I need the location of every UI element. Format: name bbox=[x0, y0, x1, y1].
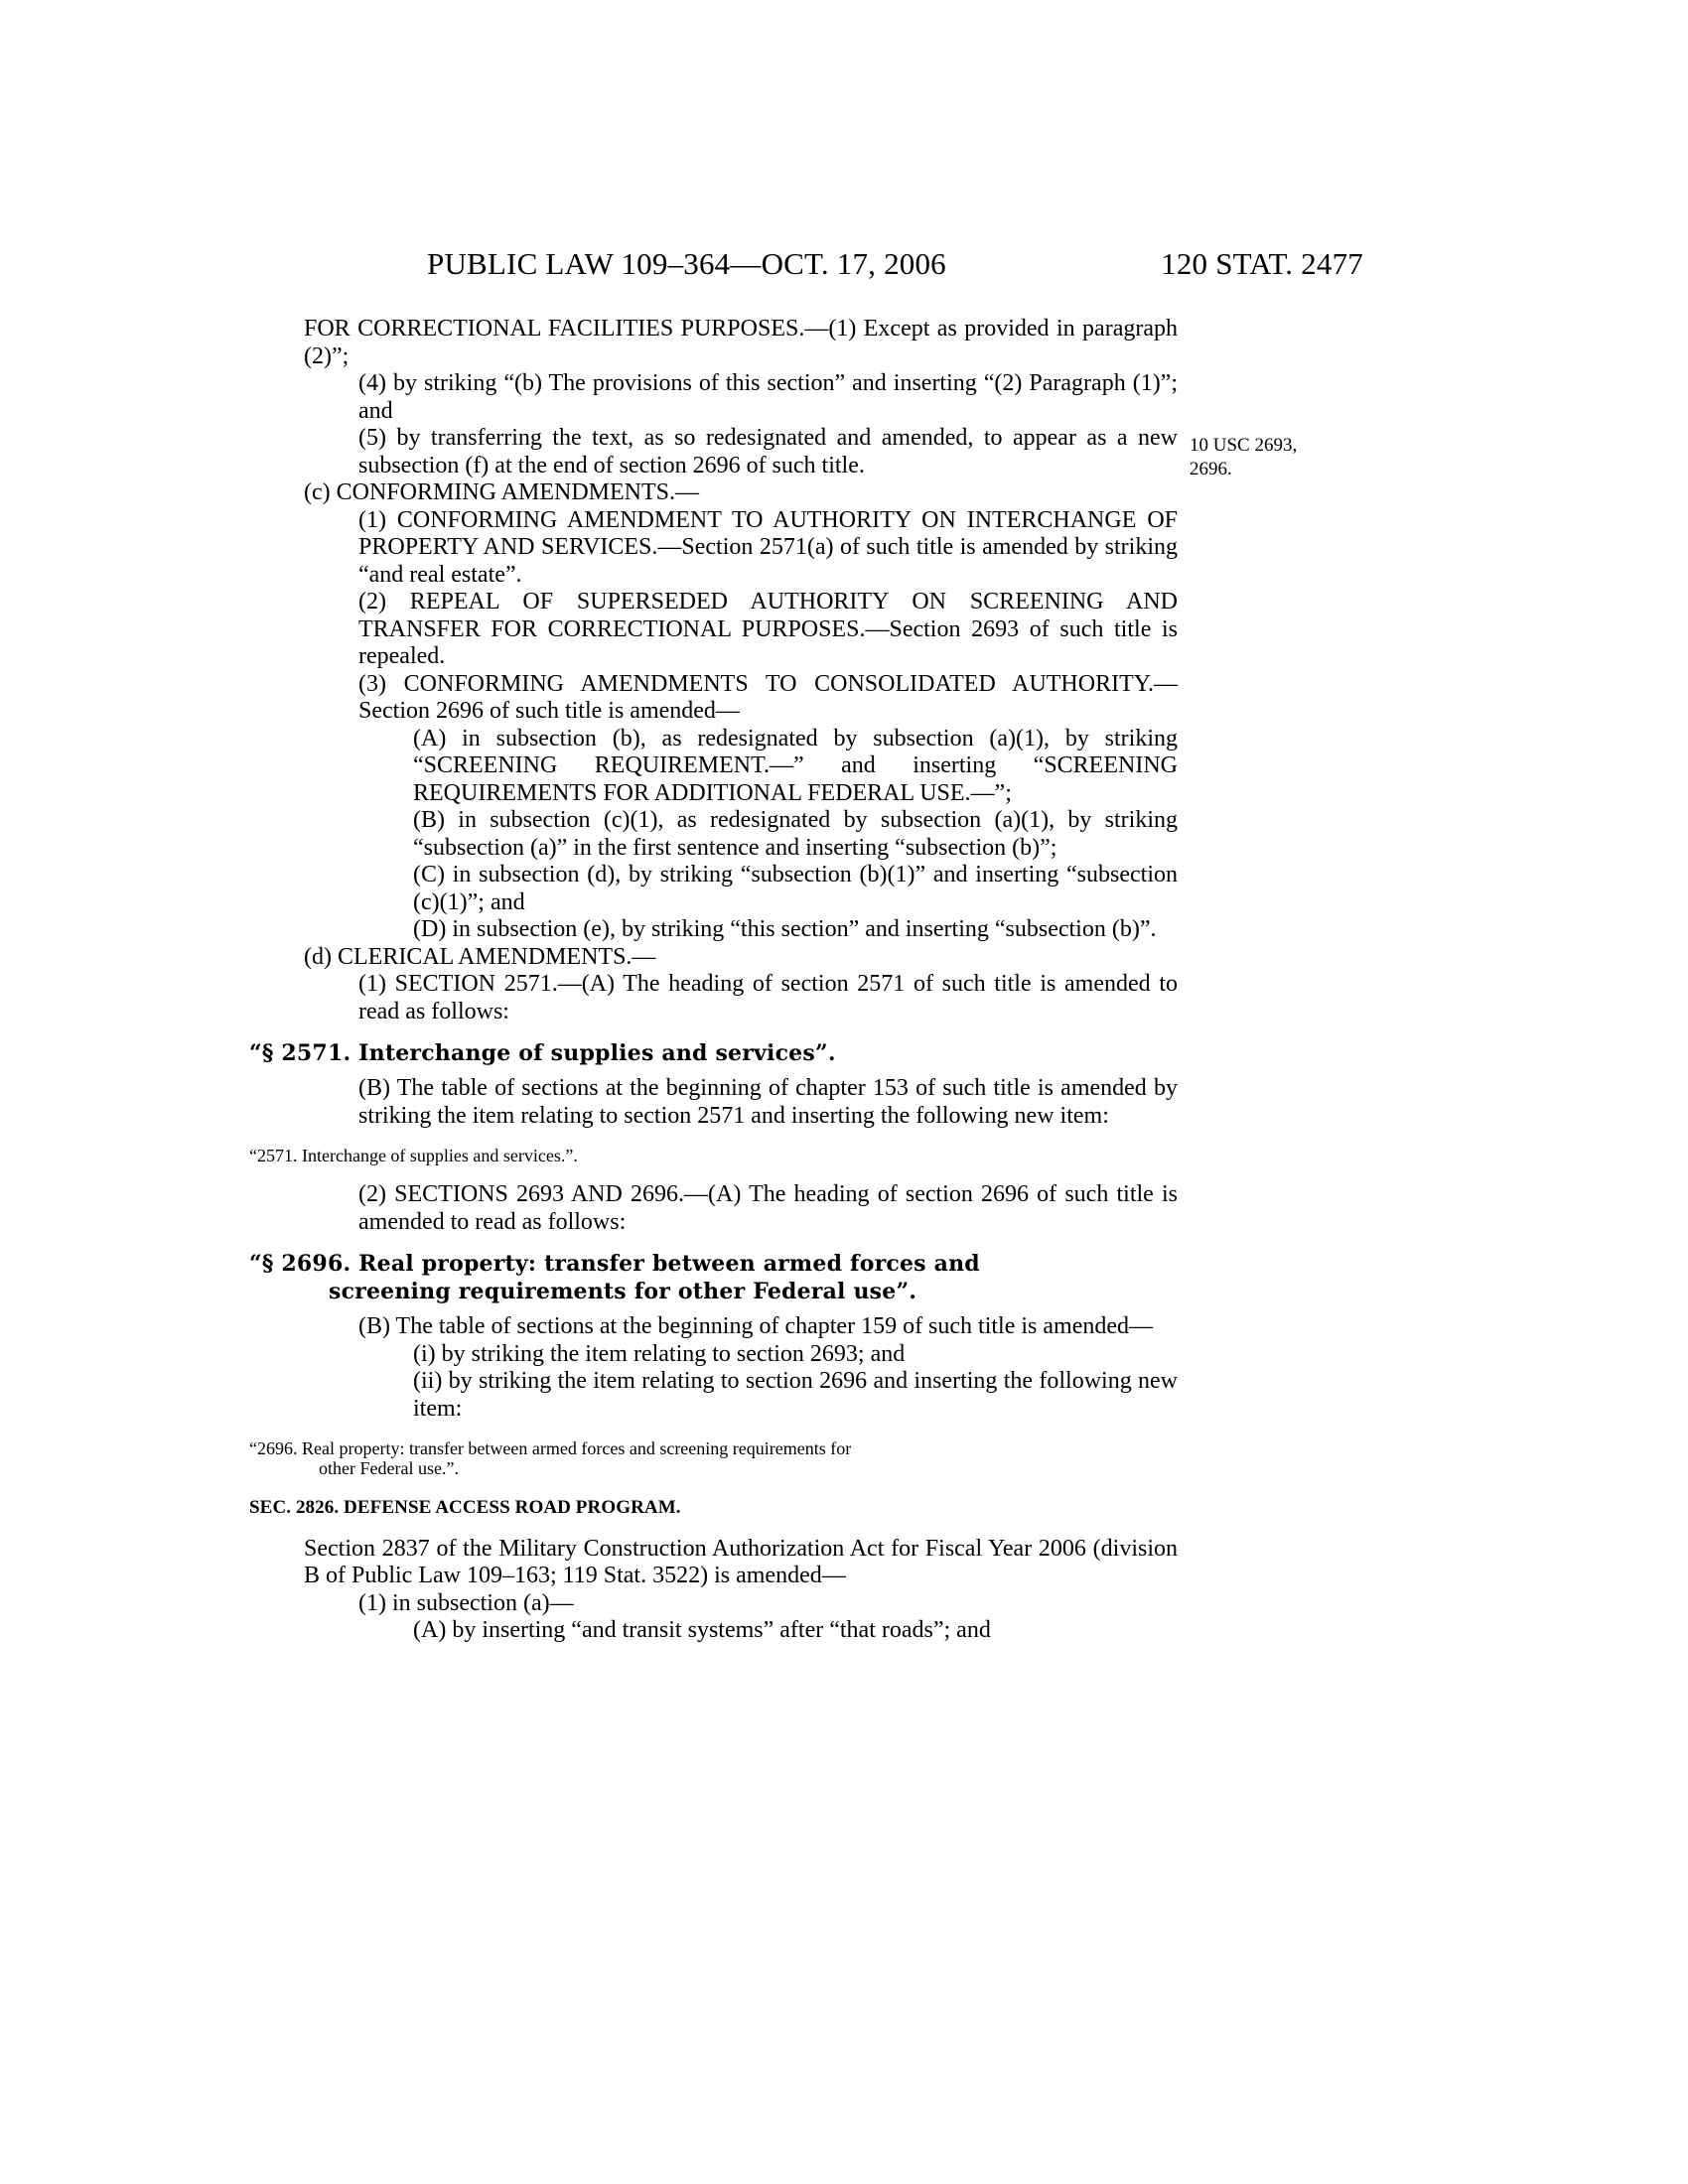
section-title-2826: SEC. 2826. DEFENSE ACCESS ROAD PROGRAM. bbox=[249, 1497, 681, 1518]
header-stat-page: 120 STAT. 2477 bbox=[1161, 246, 1363, 281]
section-heading-2696 bbox=[249, 1250, 1178, 1305]
paragraph: (1) CONFORMING AMENDMENT TO AUTHORITY ON INTERCHANGE OF PROPERTY AND SERVICES.—Section 2571(a) of such title is amended by striking “and real estate”. bbox=[358, 506, 1178, 588]
paragraph: (B) The table of sections at the beginning of chapter 153 of such title is amended by striking the item relating to section 2571 and inserting the following new item: bbox=[358, 1075, 1178, 1129]
paragraph: (B) The table of sections at the beginning of chapter 159 of such title is amended— bbox=[358, 1313, 1154, 1339]
paragraph: (C) in subsection (d), by striking “subsection (b)(1)” and inserting “subsection (c)(1)”; and bbox=[413, 862, 1178, 915]
page-header bbox=[427, 246, 1363, 286]
paragraph: (B) in subsection (c)(1), as redesignated by subsection (a)(1), by striking “subsection (a)” in the first sentence and inserting “subsection (b)”; bbox=[413, 807, 1178, 861]
margin-note bbox=[1190, 434, 1358, 481]
paragraph: FOR CORRECTIONAL FACILITIES PURPOSES.—(1) Except as provided in paragraph (2)”; bbox=[304, 316, 1178, 369]
table-item-2696-line-2: other Federal use.”. bbox=[319, 1458, 459, 1478]
header-title: PUBLIC LAW 109–364—OCT. 17, 2006 bbox=[427, 246, 946, 281]
paragraph: (ii) by striking the item relating to section 2696 and inserting the following new item: bbox=[413, 1368, 1178, 1422]
paragraph: (D) in subsection (e), by striking “this section” and inserting “subsection (b)”. bbox=[413, 916, 1157, 942]
subsection-heading: (d) CLERICAL AMENDMENTS.— bbox=[304, 943, 656, 970]
table-item-2571: “2571. Interchange of supplies and services.”. bbox=[249, 1146, 578, 1165]
margin-note-line-1: 10 USC 2693, bbox=[1190, 435, 1298, 456]
paragraph: Section 2837 of the Military Construction Authorization Act for Fiscal Year 2006 (division B of Public Law 109–163; 119 Stat. 3522) is amended— bbox=[304, 1535, 1178, 1588]
document-body bbox=[249, 316, 1178, 1645]
paragraph: (A) in subsection (b), as redesignated by subsection (a)(1), by striking “SCREENING REQUIREMENT.—” and inserting “SCREENING REQUIREMENTS FOR ADDITIONAL FEDERAL USE.—”; bbox=[413, 725, 1178, 806]
paragraph: (5) by transferring the text, as so redesignated and amended, to appear as a new subsection (f) at the end of section 2696 of such title. bbox=[358, 425, 1178, 478]
paragraph: (2) REPEAL OF SUPERSEDED AUTHORITY ON SCREENING AND TRANSFER FOR CORRECTIONAL PURPOSES.—Section 2693 of such title is repealed. bbox=[358, 589, 1178, 669]
table-item-2696 bbox=[249, 1438, 1178, 1478]
paragraph: (A) by inserting “and transit systems” after “that roads”; and bbox=[413, 1617, 991, 1643]
paragraph: (3) CONFORMING AMENDMENTS TO CONSOLIDATED AUTHORITY.—Section 2696 of such title is amended— bbox=[358, 670, 1178, 724]
section-heading-2571: “§ 2571. Interchange of supplies and services”. bbox=[249, 1040, 836, 1066]
margin-note-line-2: 2696. bbox=[1190, 459, 1232, 479]
paragraph: (2) SECTIONS 2693 AND 2696.—(A) The heading of section 2696 of such title is amended to read as follows: bbox=[358, 1181, 1178, 1235]
paragraph: (i) by striking the item relating to section 2693; and bbox=[413, 1340, 906, 1367]
section-heading-2696-line-2: screening requirements for other Federal use”. bbox=[329, 1279, 917, 1304]
section-heading-2696-line-1: “§ 2696. Real property: transfer between armed forces and bbox=[249, 1251, 980, 1277]
paragraph: (1) in subsection (a)— bbox=[358, 1589, 574, 1616]
table-item-2696-line-1: “2696. Real property: transfer between armed forces and screening requirements for bbox=[249, 1438, 852, 1458]
paragraph: (1) SECTION 2571.—(A) The heading of section 2571 of such title is amended to read as follows: bbox=[358, 971, 1178, 1024]
paragraph: (4) by striking “(b) The provisions of this section” and inserting “(2) Paragraph (1)”; and bbox=[358, 370, 1178, 424]
subsection-heading: (c) CONFORMING AMENDMENTS.— bbox=[304, 479, 700, 505]
